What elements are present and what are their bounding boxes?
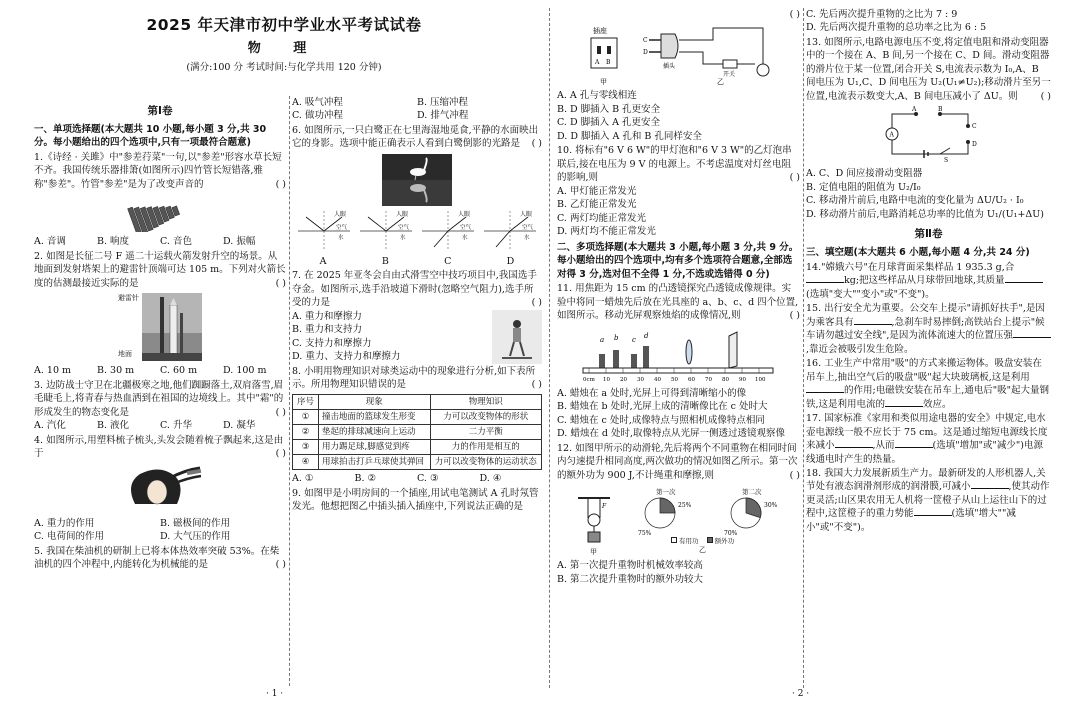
q6-options <box>292 255 542 268</box>
pie-chart-second <box>708 485 784 537</box>
option: B. 定值电阻的阻值为 U₂/I₀ <box>806 181 921 193</box>
part1-heading: 第Ⅰ卷 <box>147 105 173 117</box>
option: B <box>381 255 389 267</box>
q17-text-b: ,从而 <box>872 440 895 452</box>
pulley-figure <box>557 485 800 556</box>
q5-options-row2 <box>292 109 542 122</box>
q18-text-b: ,使其动作更灵活;山区果农用无人机将一筐橙子从山上运往山下的过程中,这筐橙子的重力势能 <box>806 481 1050 520</box>
option: A. 10 m <box>34 365 72 377</box>
question-18 <box>806 467 1051 534</box>
option: D. 排气冲程 <box>417 110 469 122</box>
page-number-2: · 2 · <box>792 689 810 699</box>
label-socket: 插座 <box>592 27 607 36</box>
tick-label: 0cm <box>582 376 595 383</box>
q16-text-c: 效应。 <box>923 398 952 410</box>
answer-paren: ( ) <box>275 448 286 460</box>
label-a: A <box>594 59 599 67</box>
question-4 <box>34 434 286 544</box>
option: B. 重力和支持力 <box>292 324 363 336</box>
answer-blank[interactable] <box>806 384 844 393</box>
option: C. 蜡烛在 c 处时,成像特点与照相机成像特点相同 <box>557 414 765 426</box>
question-3 <box>34 379 286 433</box>
answer-paren: ( ) <box>275 178 286 190</box>
answer-paren: ( ) <box>789 172 800 184</box>
physics-table <box>292 394 542 470</box>
table-row <box>293 440 542 455</box>
label-switch: S <box>943 157 948 165</box>
column-divider <box>289 96 290 686</box>
option: C. 两灯均能正常发光 <box>557 212 646 224</box>
answer-blank[interactable] <box>914 507 952 516</box>
panpipe-icon <box>125 194 195 232</box>
section1-title: 一、单项选择题(本大题共 10 小题,每小题 3 分,共 30 分。每小题给出的四个选项中,只有一项最符合题意) <box>34 123 267 149</box>
table-cell: 用球拍击打乒乓球使其弹回 <box>319 455 431 470</box>
label-lightning-rod: 避雷针 <box>118 294 139 303</box>
option: B. 乙灯能正常发光 <box>557 199 637 211</box>
q1-text: 1.《诗经 · 关雎》中"参差荇菜"一句,以"参差"形容水草长短不齐。我国传统乐器排箫(如图所示)四竹管长短错落,雅称"参差"。竹管"参差"是为了改变声音的 <box>34 151 282 190</box>
table-cell: ① <box>293 409 319 424</box>
option: C. 升华 <box>160 420 192 432</box>
tick-label: 10 <box>602 376 610 383</box>
table-header: 物理知识 <box>430 394 542 409</box>
q4-options-row1 <box>34 517 286 530</box>
label-eye: 人眼 <box>334 210 347 218</box>
option: C. 支持力和摩擦力 <box>292 337 372 349</box>
q18-text-c: (选填"增大""减小"或"不变")。 <box>806 508 1016 533</box>
option: D. 先后两次提升重物的总功率之比为 6 : 5 <box>806 22 987 34</box>
question-16 <box>806 357 1051 411</box>
answer-paren: ( ) <box>531 379 542 391</box>
tick-label: 90 <box>738 376 746 383</box>
answer-paren: ( ) <box>275 406 286 418</box>
tick-label: 60 <box>687 376 695 383</box>
label-switch: 开关 <box>722 71 735 79</box>
legend-useful: 有用功 <box>679 537 699 546</box>
tick-label: 100 <box>754 376 765 383</box>
q10-text: 10. 将标有"6 V 6 W"的甲灯泡和"6 V 3 W"的乙灯泡串联后,接在电压为 9 V 的电源上。不考虑温度对灯丝电阻的影响,则 <box>557 145 792 184</box>
table-cell: 二力平衡 <box>430 424 542 439</box>
light-path-options <box>298 209 536 253</box>
option: C. 音色 <box>160 236 192 248</box>
option: D. 100 m <box>223 365 267 377</box>
tick-label: 70 <box>704 376 712 383</box>
q8-options <box>292 472 542 485</box>
option: C. 先后两次提升重物的之比为 7 : 9 <box>806 9 958 20</box>
mark-d: d <box>643 331 648 340</box>
option: C <box>444 255 452 267</box>
tick-label: 50 <box>670 376 678 383</box>
panpipe-figure <box>34 194 286 232</box>
question-8 <box>292 365 542 486</box>
answer-blank[interactable] <box>1013 329 1051 338</box>
socket-diagram <box>585 24 625 86</box>
option: D. D 脚插入 A 孔和 B 孔同样安全 <box>557 130 702 142</box>
option: D. 两灯均不能正常发光 <box>557 226 656 238</box>
question-14 <box>806 261 1051 301</box>
q16-text-b: 的作用;电磁铁安装在吊车上,通电后"吸"起大量钢铁,这是利用电流的 <box>806 385 1049 410</box>
q7-text: 7. 在 2025 年亚冬会自由式滑雪空中技巧项目中,我国选手夺金。如图所示,选手沿坡道下滑时(忽略空气阻力),选手所受的力是 <box>292 270 537 309</box>
subject-title: 物 理 <box>247 41 321 56</box>
table-header: 序号 <box>293 394 319 409</box>
table-cell: 撞击地面的篮球发生形变 <box>319 409 431 424</box>
option: C. 做功冲程 <box>292 110 343 122</box>
option: B. 响度 <box>97 236 130 248</box>
option: D <box>506 255 515 267</box>
tick-label: 40 <box>653 376 661 383</box>
table-cell: 力的作用是相互的 <box>430 440 542 455</box>
label-air: 空气 <box>522 224 534 231</box>
option: A. C、D 间应接滑动变阻器 <box>806 168 923 180</box>
label-eye: 人眼 <box>458 210 471 218</box>
section3-title: 三、填空题(本大题共 6 小题,每小题 4 分,共 24 分) <box>806 247 1030 259</box>
label-air: 空气 <box>398 224 410 231</box>
answer-blank[interactable] <box>835 439 873 448</box>
option: D. 大气压的作用 <box>160 531 231 543</box>
label-b: B <box>937 106 942 114</box>
option: C. 60 m <box>160 365 198 377</box>
label-a: A <box>911 106 916 114</box>
label-water: 水 <box>462 234 468 241</box>
question-15 <box>806 302 1051 356</box>
pie-extra-label: 25% <box>677 502 691 510</box>
option: A. 重力和摩擦力 <box>292 310 362 322</box>
socket-plug-figure <box>557 24 800 86</box>
column-divider <box>549 8 550 688</box>
option: D. 凝华 <box>223 420 256 432</box>
page-number-1: · 1 · <box>266 689 284 699</box>
q1-options <box>34 235 286 248</box>
label-d: D <box>642 49 648 57</box>
mark-a: a <box>599 335 604 344</box>
label-b: B <box>605 59 610 67</box>
option: B. ② <box>354 473 377 485</box>
table-cell: ② <box>293 424 319 439</box>
option: B. 蜡烛在 b 处时,光屏上成的清晰像比在 c 处时大 <box>557 401 768 413</box>
question-5 <box>34 545 286 572</box>
pie-extra-label: 30% <box>763 502 777 510</box>
circuit-diagram <box>874 106 984 164</box>
exam-title: 2025 年天津市初中学业水平考试试卷 <box>146 16 422 34</box>
question-1 <box>34 151 286 249</box>
question-6 <box>292 124 542 268</box>
q17-text-a: 17. 国家标准《家用和类似用途电器的安全》中规定,电水壶电源线一般不应长于 75 cm。这是通过缩短电源线长度来减小 <box>806 413 1048 452</box>
exam-meta: (满分:100 分 考试时间:与化学共用 120 分钟) <box>186 62 382 74</box>
option: D. ④ <box>479 473 502 485</box>
label-yi: 乙 <box>716 78 724 87</box>
egret-photo <box>382 154 452 206</box>
q17-text-c: (选填"增加"或"减少")电源线通电时产生的热量。 <box>806 440 1043 465</box>
label-water: 水 <box>400 234 406 241</box>
table-cell: 垫起的排球减速向上运动 <box>319 424 431 439</box>
option: C. 电荷间的作用 <box>34 531 104 543</box>
label-c: C <box>971 123 977 131</box>
question-11 <box>557 282 800 440</box>
answer-paren: ( ) <box>531 138 542 150</box>
option: C. D 脚插入 A 孔更安全 <box>557 117 661 129</box>
table-header: 现象 <box>319 394 431 409</box>
q3-options <box>34 419 286 432</box>
pie-title: 第一次 <box>655 488 675 497</box>
question-12 <box>557 442 800 587</box>
label-plug: 插头 <box>662 63 675 71</box>
q5-options-row1 <box>292 96 542 109</box>
label-eye: 人眼 <box>520 210 533 218</box>
label-water: 水 <box>338 234 344 241</box>
column-3 <box>557 8 800 586</box>
label-eye: 人眼 <box>396 210 409 218</box>
q14-text-a: 14."嫦娥六号"在月球背面采集样品 1 935.3 g,合 <box>806 261 1015 273</box>
answer-paren: ( ) <box>789 310 800 322</box>
light-path-diagram-a <box>298 209 350 253</box>
label-water: 水 <box>524 234 530 241</box>
egret-figure <box>292 154 542 206</box>
q11-text: 11. 用焦距为 15 cm 的凸透镜探究凸透镜成像规律。实验中将同一蜡烛先后放在光具座的 a、b、c、d 四个位置,如图所示。移动光屏观察烛焰的成像情况,则 <box>557 283 799 322</box>
option: B. 磁极间的作用 <box>160 517 231 529</box>
ammeter-label: A <box>889 131 894 139</box>
q9-text: 9. 如图甲是小明房间的一个插座,用试电笔测试 A 孔时氖管发光。他想把图乙中插头插入插座中,下列说法正确的是 <box>292 487 539 513</box>
option: A. 重力的作用 <box>34 517 95 529</box>
q8-text: 8. 小明用物理知识对球类运动中的现象进行分析,如下表所示。所用物理知识错误的是 <box>292 365 536 391</box>
pie-slice-extra <box>660 498 675 513</box>
option: A <box>319 255 327 267</box>
comb-hair-figure <box>34 464 286 514</box>
option: D. 蜡烛在 d 处时,取像特点从光屏一侧透过透镜观察像 <box>557 428 785 440</box>
optical-bench-figure <box>557 326 800 384</box>
label-d: D <box>971 141 977 149</box>
answer-blank[interactable] <box>885 398 923 407</box>
tick-label: 30 <box>636 376 644 383</box>
option: A. A 孔与零线相连 <box>557 90 637 102</box>
column-1 <box>34 98 286 572</box>
skier-photo <box>492 310 542 364</box>
label-air: 空气 <box>460 224 472 231</box>
q4-options-row2 <box>34 530 286 543</box>
label-yi: 乙 <box>699 546 706 555</box>
answer-blank[interactable] <box>854 316 892 325</box>
pulley-diagram <box>574 494 614 556</box>
table-cell: 力可以改变物体的形状 <box>430 409 542 424</box>
option: B. D 脚插入 B 孔更安全 <box>557 103 661 115</box>
part2-heading: 第Ⅱ卷 <box>914 228 943 241</box>
table-row <box>293 409 542 424</box>
label-jia: 甲 <box>599 78 607 87</box>
label-c: C <box>642 37 648 45</box>
table-cell: 用力踢足球,脚感觉到疼 <box>319 440 431 455</box>
option: C. 移动滑片前后,电路中电流的变化量为 ΔU/U₂ · I₀ <box>806 195 1024 207</box>
q15-text-b: ,急刹车时易摔倒;高铁站台上提示"候车请勿越过安全线",是因为流体流速大的位置压强 <box>806 316 1045 342</box>
light-path-diagram-d <box>484 209 536 253</box>
option: B. 30 m <box>97 365 135 377</box>
q6-text: 6. 如图所示,一只白鹭正在七里海湿地觅食,平静的水面映出它的身影。选项中能正确表示人看到白鹭倒影的光路是 <box>292 124 539 150</box>
q5-text: 5. 我国在柴油机的研制上已将本体热效率突破 53%。在柴油机的四个冲程中,内能转化为机械能的是 <box>34 545 280 571</box>
q2-text: 2. 如图是长征二号 F 遥二十运载火箭发射升空的场景。从地面到发射塔架上的避雷针顶端可达 105 m。下列对火箭长度的估测最接近实际的是 <box>34 250 286 289</box>
answer-paren: ( ) <box>275 559 286 571</box>
option: A. 甲灯能正常发光 <box>557 185 637 197</box>
answer-paren: ( ) <box>1040 90 1051 102</box>
question-13 <box>806 36 1051 221</box>
light-path-diagram-b <box>360 209 412 253</box>
circuit-figure <box>806 106 1051 164</box>
option: A. ① <box>292 473 314 485</box>
answer-paren: ( ) <box>789 469 800 481</box>
light-path-diagram-c <box>422 209 474 253</box>
q15-text-a: 15. 出行安全尤为重要。公交车上提示"请抓好扶手",是因为乘客具有 <box>806 303 1045 328</box>
table-cell: ④ <box>293 455 319 470</box>
option: D. 重力、支持力和摩擦力 <box>292 351 401 363</box>
answer-blank[interactable] <box>1005 274 1043 283</box>
answer-blank[interactable] <box>895 439 933 448</box>
table-header-row <box>293 394 542 409</box>
mark-b: b <box>613 333 618 342</box>
option: B. 压缩冲程 <box>417 97 469 108</box>
question-10 <box>557 144 800 238</box>
label-force: F <box>601 503 606 511</box>
option: B. 液化 <box>97 420 130 432</box>
label-ground: 地面 <box>118 350 132 359</box>
option: A. 汽化 <box>34 420 66 432</box>
option: A. 蜡烛在 a 处时,光屏上可得到清晰缩小的像 <box>557 387 747 399</box>
q13-text: 13. 如图所示,电路电源电压不变,将定值电阻和滑动变阻器中的一个接在 A、B 间,另一个接在 C、D 间。滑动变阻器的滑片位于某一位置,闭合开关 S,电流表示数为 I₀,A、B 间电压为 U₁,C、D 间电压为 U₂(U₁≠U₂);移动滑片至另一位置,电流表示数变大,A、B 间电压减小了 ΔU。则 <box>806 36 1051 102</box>
option: A. 音调 <box>34 236 66 248</box>
column-2 <box>292 96 542 514</box>
tick-label: 80 <box>721 376 729 383</box>
mark-c: c <box>631 335 636 344</box>
q16-text-a: 16. 工业生产中常用"吸"的方式来搬运物体。吸盘安装在吊车上,抽出空气后的吸盘"吸"起大块玻璃板,这是利用 <box>806 358 1042 383</box>
answer-blank[interactable] <box>806 274 844 283</box>
q14-text-b: kg;把这些样品从月球带回地球,其质量 <box>844 275 1005 287</box>
legend-extra: 额外功 <box>714 537 735 546</box>
answer-paren: ( ) <box>275 277 286 289</box>
answer-paren: ( ) <box>531 297 542 309</box>
pie-legend <box>671 537 734 546</box>
column-divider <box>803 8 804 688</box>
pie-title: 第二次 <box>741 488 761 497</box>
rocket-photo <box>142 293 202 361</box>
q15-text-c: ,靠近会被吸引发生危险。 <box>806 343 914 355</box>
option: A. 吸气冲程 <box>292 97 343 108</box>
option: D. 移动滑片前后,电路消耗总功率的比值为 U₁/(U₁+ΔU) <box>806 208 1044 220</box>
q4-text: 4. 如图所示,用塑料梳子梳头,头发会随着梳子飘起来,这是由于 <box>34 434 284 460</box>
option: C. ③ <box>417 473 439 485</box>
girl-hair-illustration <box>115 464 205 514</box>
q12-text: 12. 如图甲所示的动滑轮,先后将两个不同重物在相同时间内匀速提升相同高度,两次做功的情况如图乙所示。第一次的额外功为 900 J,不计绳重和摩擦,则 <box>557 442 798 481</box>
option: A. 第一次提升重物时机械效率较高 <box>557 560 703 572</box>
table-row <box>293 455 542 470</box>
label-air: 空气 <box>336 224 348 231</box>
optical-bench-diagram <box>579 326 779 384</box>
question-2 <box>34 250 286 378</box>
exam-header <box>34 8 534 75</box>
column-4 <box>806 8 1051 534</box>
answer-blank[interactable] <box>971 480 1009 489</box>
q3-text: 3. 边防战士守卫在北疆极寒之地,他们踟蹰落土,双肩落雪,眉毛睫毛上,将青春与热血洒到在祖国的边境线上。其中"霜"的形成发生的物态变化是 <box>34 379 284 418</box>
table-row <box>293 424 542 439</box>
q14-text-c: (选填"变大""变小"或"不变")。 <box>806 288 935 300</box>
answer-paren: ( ) <box>789 9 800 20</box>
question-17 <box>806 412 1051 466</box>
question-9 <box>292 487 542 514</box>
section2-title: 二、多项选择题(本大题共 3 小题,每小题 3 分,共 9 分。每小题给出的四个选项中,均有多个选项符合题意,全部选对得 3 分,选对但不全得 1 分,不选或选错得 0 分) <box>557 241 799 280</box>
q18-text-a: 18. 我国大力发展新质生产力。最新研发的人形机器人,关节处有液态润滑剂形成的润滑膜,可减小 <box>806 467 1046 493</box>
label-jia: 甲 <box>589 548 597 557</box>
pie-chart-first <box>622 485 698 537</box>
rocket-figure <box>34 293 286 361</box>
option: B. 第二次提升重物时的额外功较大 <box>557 573 704 585</box>
option: D. 振幅 <box>223 236 256 248</box>
table-cell: ③ <box>293 440 319 455</box>
pie-useful-label: 70% <box>723 530 737 538</box>
question-7 <box>292 269 542 363</box>
pie-useful-label: 75% <box>637 530 651 538</box>
tick-label: 20 <box>619 376 627 383</box>
q2-options <box>34 364 286 377</box>
table-cell: 力可以改变物体的运动状态 <box>430 455 542 470</box>
plug-circuit-diagram <box>643 24 773 86</box>
